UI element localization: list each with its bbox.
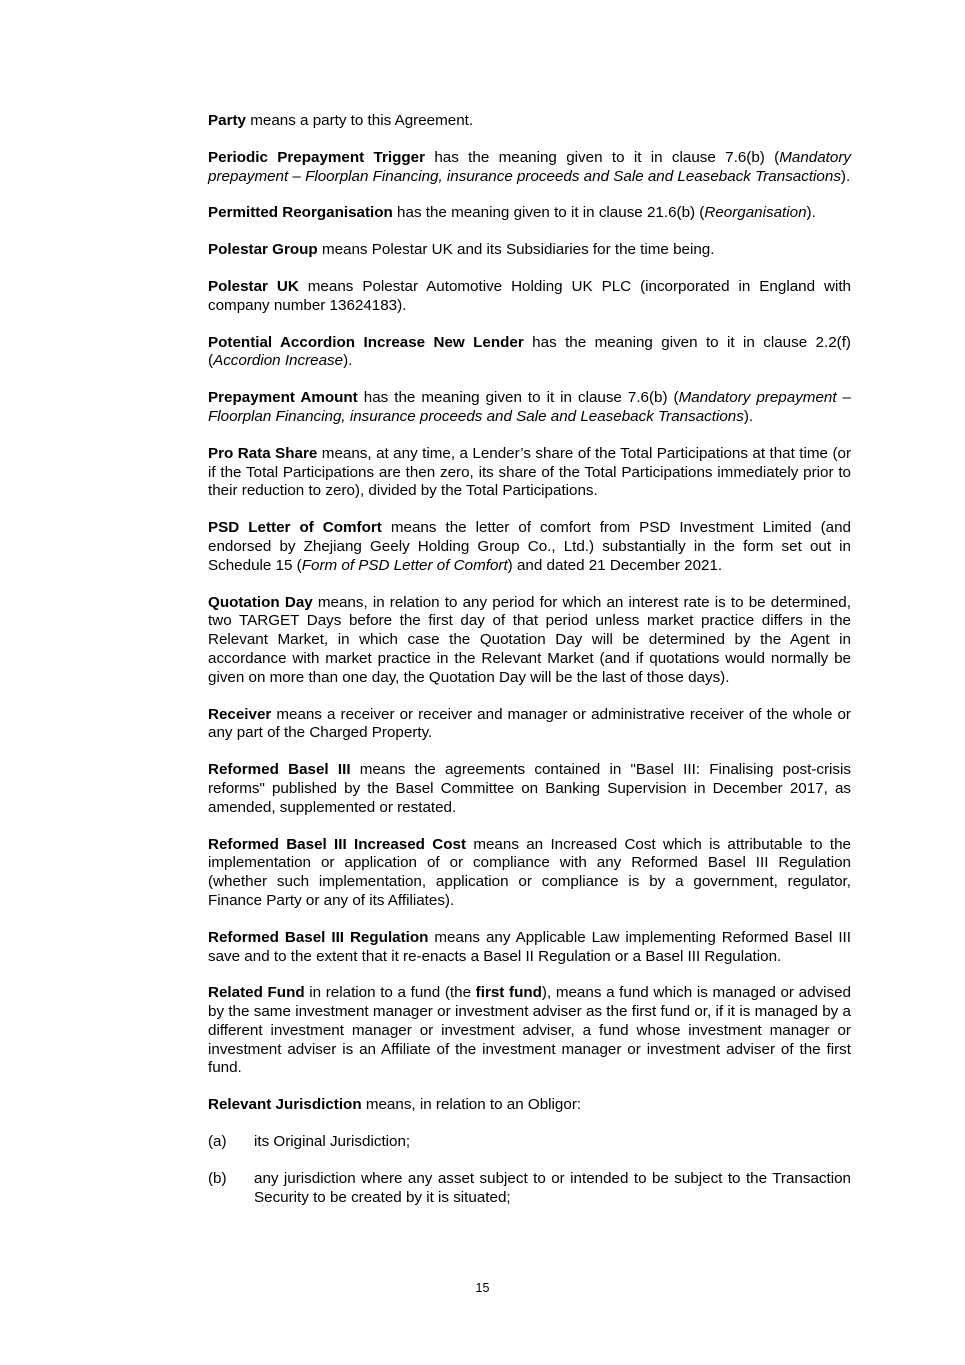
- defined-term: Reformed Basel III: [208, 761, 351, 779]
- definition-receiver: Receiver means a receiver or receiver and manager or administrative receiver of the whole or any part of the Charged Property.: [208, 705, 851, 742]
- definition-periodic-prepayment-trigger: Periodic Prepayment Trigger has the meaning given to it in clause 7.6(b) (Mandatory prepayment – Floorplan Financing, insurance proceeds and Sale and Leaseback Transactions).: [208, 148, 851, 185]
- defined-term: Related Fund: [208, 984, 305, 1002]
- defined-term: Relevant Jurisdiction: [208, 1096, 362, 1114]
- defined-term: Periodic Prepayment Trigger: [208, 148, 426, 166]
- definition-prepayment-amount: Prepayment Amount has the meaning given to it in clause 7.6(b) (Mandatory prepayment – Floorplan Financing, insurance proceeds and Sale and Leaseback Transactions).: [208, 389, 852, 425]
- inline-defined-term: first fund: [475, 984, 542, 1002]
- clause-reference: Accordion Increase: [213, 352, 344, 370]
- defined-term: Polestar UK: [208, 277, 299, 295]
- defined-term: Quotation Day: [208, 593, 313, 611]
- defined-term: Pro Rata Share: [208, 444, 318, 462]
- defined-term: PSD Letter of Comfort: [208, 519, 382, 537]
- definition-reformed-basel-iii: Reformed Basel III means the agreements contained in "Basel III: Finalising post-crisis reforms" published by the Basel Committee on Banking Supervision in December 2017, as amended, supplemented or restated.: [208, 761, 851, 816]
- defined-term: Party: [208, 112, 246, 129]
- definition-party: Party means a party to this Agreement.: [208, 112, 474, 129]
- list-item-text: any jurisdiction where any asset subject to or intended to be subject to the Transaction Security to be created by it is situated;: [254, 1169, 851, 1206]
- defined-term: Polestar Group: [208, 241, 318, 259]
- defined-term: Receiver: [208, 705, 272, 723]
- definition-potential-accordion-increase-new-lender: Potential Accordion Increase New Lender has the meaning given to it in clause 2.2(f) (Accordion Increase).: [208, 333, 851, 370]
- page-number: 15: [475, 1281, 490, 1295]
- list-item-label: (a): [208, 1133, 227, 1151]
- defined-term: Reformed Basel III Increased Cost: [208, 835, 467, 853]
- definition-reformed-basel-iii-increased-cost: Reformed Basel III Increased Cost means an Increased Cost which is attributable to the implementation or application of or compliance with any Reformed Basel III Regulation (whether such implementation, application or compliance is by a government, regulator, Finance Party or any of its Affiliates).: [208, 835, 851, 909]
- clause-reference: Reorganisation: [704, 204, 807, 222]
- definition-psd-letter-of-comfort: PSD Letter of Comfort means the letter of comfort from PSD Investment Limited (and endorsed by Zhejiang Geely Holding Group Co., Ltd.) substantially in the form set out in Schedule 15 (Form of PSD Letter of Comfort) and dated 21 December 2021.: [208, 519, 852, 574]
- definition-related-fund: Related Fund in relation to a fund (the first fund), means a fund which is managed or advised by the same investment manager or investment adviser as the first fund or, if it is managed by a different investment manager or investment adviser, a fund whose investment manager or investment adviser is an Affiliate of the investment manager or investment adviser of the first fund.: [208, 984, 851, 1077]
- list-item-text: its Original Jurisdiction;: [254, 1133, 411, 1151]
- defined-term: Reformed Basel III Regulation: [208, 928, 429, 946]
- definition-reformed-basel-iii-regulation: Reformed Basel III Regulation means any Applicable Law implementing Reformed Basel III save and to the extent that it re-enacts a Basel II Regulation or a Basel III Regulation.: [208, 928, 851, 965]
- definition-quotation-day: Quotation Day means, in relation to any period for which an interest rate is to be determined, two TARGET Days before the first day of that period unless market practice differs in the Relevant Market, in which case the Quotation Day will be determined by the Agent in accordance with market practice in the Relevant Market (and if quotations would normally be given on more than one day, the Quotation Day will be the last of those days).: [208, 593, 851, 686]
- document-body: [208, 112, 851, 1225]
- defined-term: Potential Accordion Increase New Lender: [208, 333, 524, 351]
- list-item-label: (b): [208, 1169, 227, 1187]
- definition-permitted-reorganisation: Permitted Reorganisation has the meaning given to it in clause 21.6(b) (Reorganisation).: [208, 204, 816, 222]
- definition-pro-rata-share: Pro Rata Share means, at any time, a Lender’s share of the Total Participations at that time (or if the Total Participations are then zero, its share of the Total Participations immediately prior to their reduction to zero), divided by the Total Participations.: [208, 444, 851, 500]
- list-item: [208, 1133, 851, 1152]
- definition-polestar-group: Polestar Group means Polestar UK and its Subsidiaries for the time being.: [208, 241, 715, 259]
- clause-reference: Mandatory prepayment – Floorplan Financing, insurance proceeds and Sale and Leaseback Transactions: [208, 148, 851, 185]
- defined-term: Prepayment Amount: [208, 389, 358, 407]
- defined-term: Permitted Reorganisation: [208, 204, 393, 222]
- list-item: [208, 1170, 851, 1208]
- clause-reference: Form of PSD Letter of Comfort: [301, 556, 508, 574]
- definition-relevant-jurisdiction: Relevant Jurisdiction means, in relation to an Obligor:: [208, 1096, 582, 1114]
- clause-reference: Mandatory prepayment – Floorplan Financing, insurance proceeds and Sale and Leaseback Transactions: [208, 389, 852, 425]
- definition-polestar-uk: Polestar UK means Polestar Automotive Holding UK PLC (incorporated in England with company number 13624183).: [208, 277, 851, 314]
